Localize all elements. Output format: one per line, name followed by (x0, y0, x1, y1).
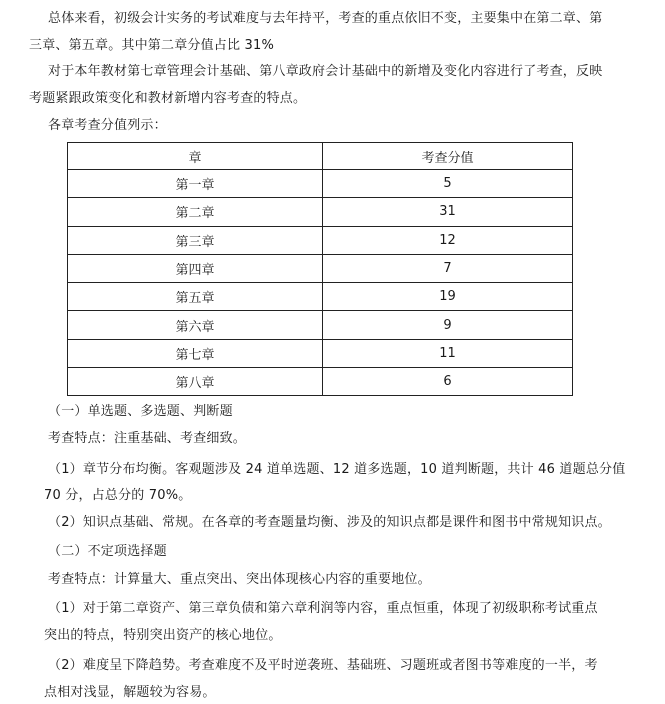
score-cell: 19 (323, 283, 573, 311)
chapter-score-table (67, 142, 573, 396)
score-cell: 5 (323, 170, 573, 198)
table-row (68, 283, 573, 311)
section2-point1-line2: 突出的特点，特别突出资产的核心地位。 (44, 628, 282, 643)
table-row (68, 198, 573, 226)
intro-line-1: 总体来看，初级会计实务的考试难度与去年持平，考查的重点依旧不变，主要集中在第二章、第 (48, 11, 603, 26)
score-cell: 9 (323, 311, 573, 339)
score-cell: 12 (323, 226, 573, 254)
chapter-cell: 第六章 (68, 311, 323, 339)
table-row (68, 339, 573, 367)
table-row (68, 226, 573, 254)
section2-features: 考查特点：计算量大、重点突出、突出体现核心内容的重要地位。 (48, 572, 431, 587)
table-row (68, 170, 573, 198)
intro-line-4: 考题紧跟政策变化和教材新增内容考查的特点。 (29, 91, 307, 106)
section1-heading: （一）单选题、多选题、判断题 (48, 404, 233, 419)
chapter-cell: 第四章 (68, 254, 323, 282)
section1-features: 考查特点：注重基础、考查细致。 (48, 431, 247, 446)
section1-point1-line1: （1）章节分布均衡。客观题涉及 24 道单选题、12 道多选题，10 道判断题，共计 46 道题总分值 (48, 462, 626, 477)
score-cell: 31 (323, 198, 573, 226)
table-header-chapter: 章 (68, 143, 323, 170)
chapter-cell: 第三章 (68, 226, 323, 254)
score-cell: 7 (323, 254, 573, 282)
chapter-cell: 第七章 (68, 339, 323, 367)
chapter-cell: 第八章 (68, 368, 323, 396)
section1-point2: （2）知识点基础、常规。在各章的考查题量均衡、涉及的知识点都是课件和图书中常规知识点。 (48, 515, 611, 530)
table-row (68, 368, 573, 396)
section2-heading: （二）不定项选择题 (48, 544, 167, 559)
table-row (68, 311, 573, 339)
section2-point1-line1: （1）对于第二章资产、第三章负债和第六章利润等内容，重点恒重，体现了初级职称考试重点 (48, 601, 598, 616)
intro-line-5: 各章考查分值列示： (48, 118, 167, 133)
intro-line-2: 三章、第五章。其中第二章分值占比 31% (29, 38, 275, 53)
table-header-row (68, 143, 573, 170)
chapter-cell: 第五章 (68, 283, 323, 311)
chapter-cell: 第一章 (68, 170, 323, 198)
section2-point2-line1: （2）难度呈下降趋势。考查难度不及平时逆袭班、基础班、习题班或者图书等难度的一半，考 (48, 658, 598, 673)
chapter-cell: 第二章 (68, 198, 323, 226)
section2-point2-line2: 点相对浅显，解题较为容易。 (44, 685, 216, 700)
score-cell: 6 (323, 368, 573, 396)
section1-point1-line2: 70 分，占总分的 70%。 (44, 488, 192, 503)
table-row (68, 254, 573, 282)
score-cell: 11 (323, 339, 573, 367)
table-header-score: 考查分值 (323, 143, 573, 170)
intro-line-3: 对于本年教材第七章管理会计基础、第八章政府会计基础中的新增及变化内容进行了考查，反映 (48, 64, 603, 79)
